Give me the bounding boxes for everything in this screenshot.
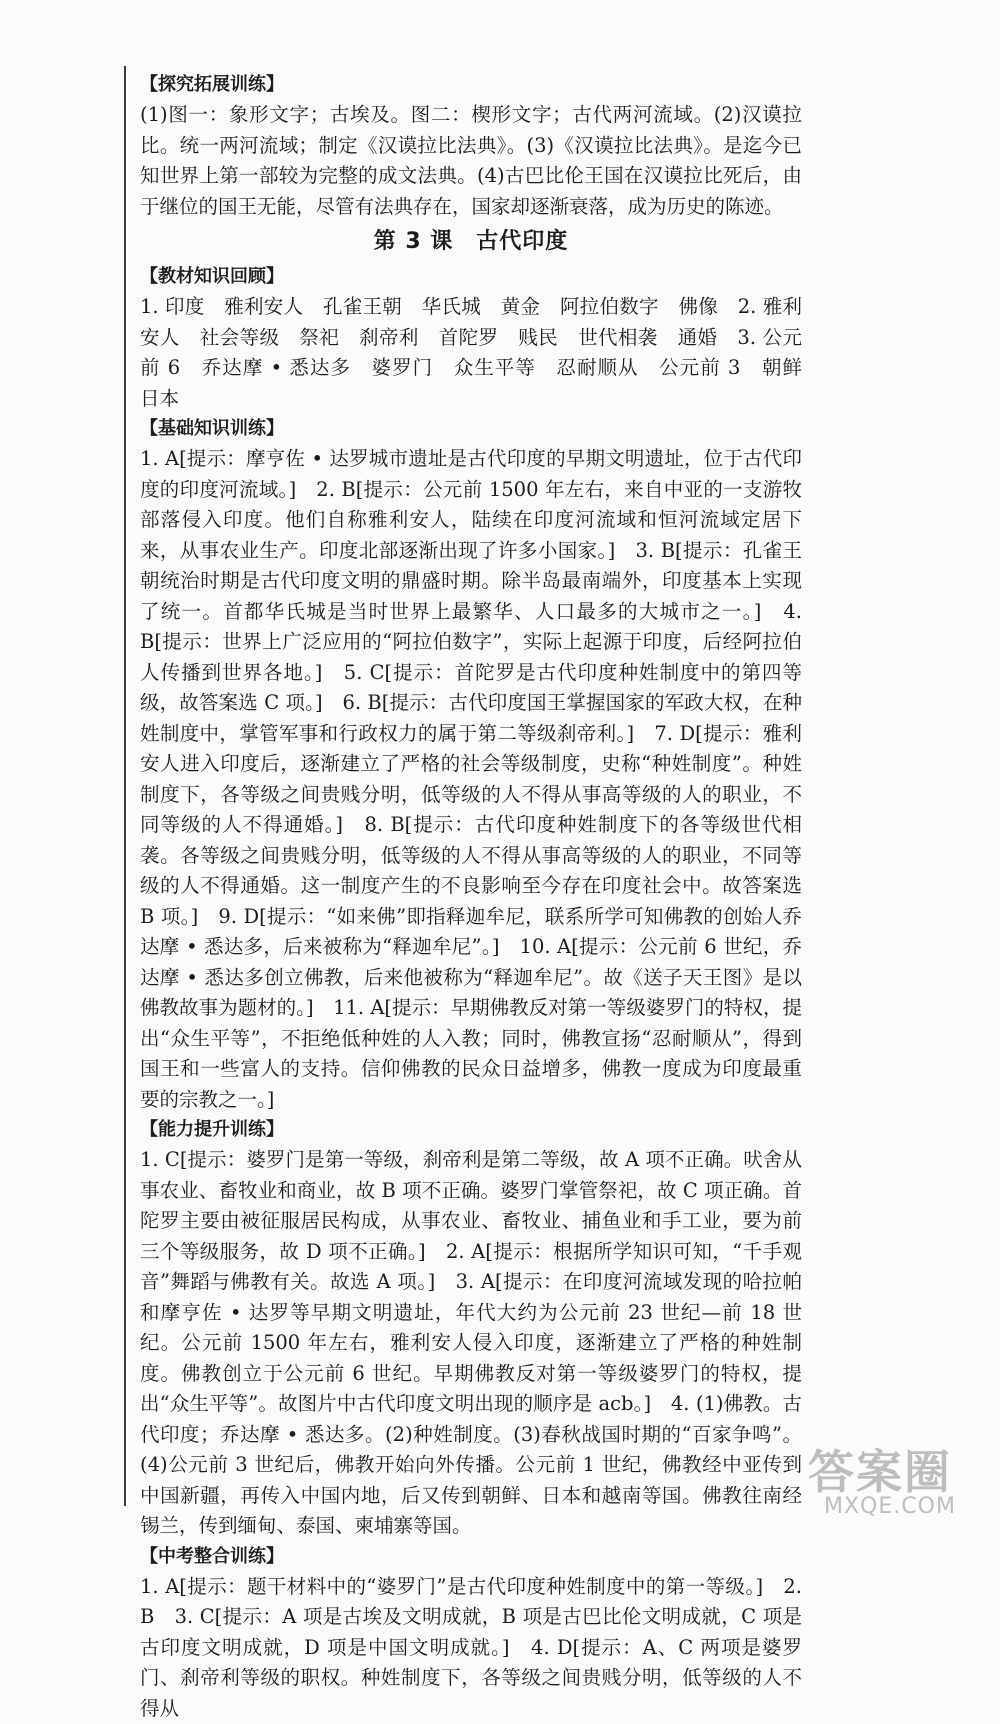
section-heading-explore: 【探究拓展训练】 [140,70,802,100]
watermark-url: MXQE.COM [824,1494,956,1519]
section-text-exam: 1. A[提示：题干材料中的“婆罗门”是古代印度种姓制度中的第一等级。] 2. B 3. C[提示：A 项是古埃及文明成就，B 项是古巴比伦文明成就，C 项是古印度文明成就，D 项是中国文明成就。] 4. D[提示：A、C 两项是婆罗门、刹帝利等级的职权。种姓制度下，各等级之间贵贱分明，低等级的人不得从 [140,1572,802,1724]
section-text-review: 1. 印度 雅利安人 孔雀王朝 华氏城 黄金 阿拉伯数字 佛像 2. 雅利安人 社会等级 祭祀 刹帝利 首陀罗 贱民 世代相袭 通婚 3. 公元前 6 乔达摩 • 悉达多 婆罗门 众生平等 忍耐顺从 公元前 3 朝鲜 日本 [140,292,802,414]
lesson-title: 第 3 课 古代印度 [140,222,802,262]
left-margin-rule [124,66,126,1506]
section-heading-review: 【教材知识回顾】 [140,262,802,292]
answer-content [140,70,802,1724]
section-heading-basic: 【基础知识训练】 [140,414,802,444]
section-heading-exam: 【中考整合训练】 [140,1542,802,1572]
section-text-basic: 1. A[提示：摩亨佐 • 达罗城市遗址是古代印度的早期文明遗址，位于古代印度的印度河流域。] 2. B[提示：公元前 1500 年左右，来自中亚的一支游牧部落侵入印度。他们自称雅利安人，陆续在印度河流域和恒河流域定居下来，从事农业生产。印度北部逐渐出现了许多小国家。] 3. B[提示：孔雀王朝统治时期是古代印度文明的鼎盛时期。除半岛最南端外，印度基本上实现了统一。首都华氏城是当时世界上最繁华、人口最多的大城市之一。] 4. B[提示：世界上广泛应用的“阿拉伯数字”，实际上起源于印度，后经阿拉伯人传播到世界各地。] 5. C[提示：首陀罗是古代印度种姓制度中的第四等级，故答案选 C 项。] 6. B[提示：古代印度国王掌握国家的军政大权，在种姓制度中，掌管军事和行政权力的属于第二等级刹帝利。] 7. D[提示：雅利安人进入印度后，逐渐建立了严格的社会等级制度，史称“种姓制度”。种姓制度下，各等级之间贵贱分明，低等级的人不得从事高等级的人的职业，不同等级的人不得通婚。] 8. B[提示：古代印度种姓制度下的各等级世代相袭。各等级之间贵贱分明，低等级的人不得从事高等级的人的职业，不同等级的人不得通婚。这一制度产生的不良影响至今存在印度社会中。故答案选 B 项。] 9. D[提示：“如来佛”即指释迦牟尼，联系所学可知佛教的创始人乔达摩 • 悉达多，后来被称为“释迦牟尼”。] 10. A[提示：公元前 6 世纪，乔达摩 • 悉达多创立佛教，后来他被称为“释迦牟尼”。故《送子天王图》是以佛教故事为题材的。] 11. A[提示：早期佛教反对第一等级婆罗门的特权，提出“众生平等”，不拒绝低种姓的人入教；同时，佛教宣扬“忍耐顺从”，得到国王和一些富人的支持。信仰佛教的民众日益增多，佛教一度成为印度最重要的宗教之一。] [140,444,802,1115]
section-text-explore: (1)图一：象形文字；古埃及。图二：楔形文字；古代两河流域。(2)汉谟拉比。统一两河流域；制定《汉谟拉比法典》。(3)《汉谟拉比法典》。是迄今已知世界上第一部较为完整的成文法典。(4)古巴比伦王国在汉谟拉比死后，由于继位的国王无能，尽管有法典存在，国家却逐渐衰落，成为历史的陈迹。 [140,100,802,222]
watermark-text: 答案圈 [808,1436,952,1502]
section-text-ability: 1. C[提示：婆罗门是第一等级，刹帝利是第二等级，故 A 项不正确。吠舍从事农业、畜牧业和商业，故 B 项不正确。婆罗门掌管祭祀，故 C 项正确。首陀罗主要由被征服居民构成，从事农业、畜牧业、捕鱼业和手工业，要为前三个等级服务，故 D 项不正确。] 2. A[提示：根据所学知识可知，“千手观音”舞蹈与佛教有关。故选 A 项。] 3. A[提示：在印度河流域发现的哈拉帕和摩亨佐 • 达罗等早期文明遗址，年代大约为公元前 23 世纪—前 18 世纪。公元前 1500 年左右，雅利安人侵入印度，逐渐建立了严格的种姓制度。佛教创立于公元前 6 世纪。早期佛教反对第一等级婆罗门的特权，提出“众生平等”。故图片中古代印度文明出现的顺序是 acb。] 4. (1)佛教。古代印度；乔达摩 • 悉达多。(2)种姓制度。(3)春秋战国时期的“百家争鸣”。(4)公元前 3 世纪后，佛教开始向外传播。公元前 1 世纪，佛教经中亚传到中国新疆，再传入中国内地，后又传到朝鲜、日本和越南等国。佛教往南经锡兰，传到缅甸、泰国、柬埔寨等国。 [140,1145,802,1542]
watermark-logo [808,1436,978,1526]
section-heading-ability: 【能力提升训练】 [140,1115,802,1145]
